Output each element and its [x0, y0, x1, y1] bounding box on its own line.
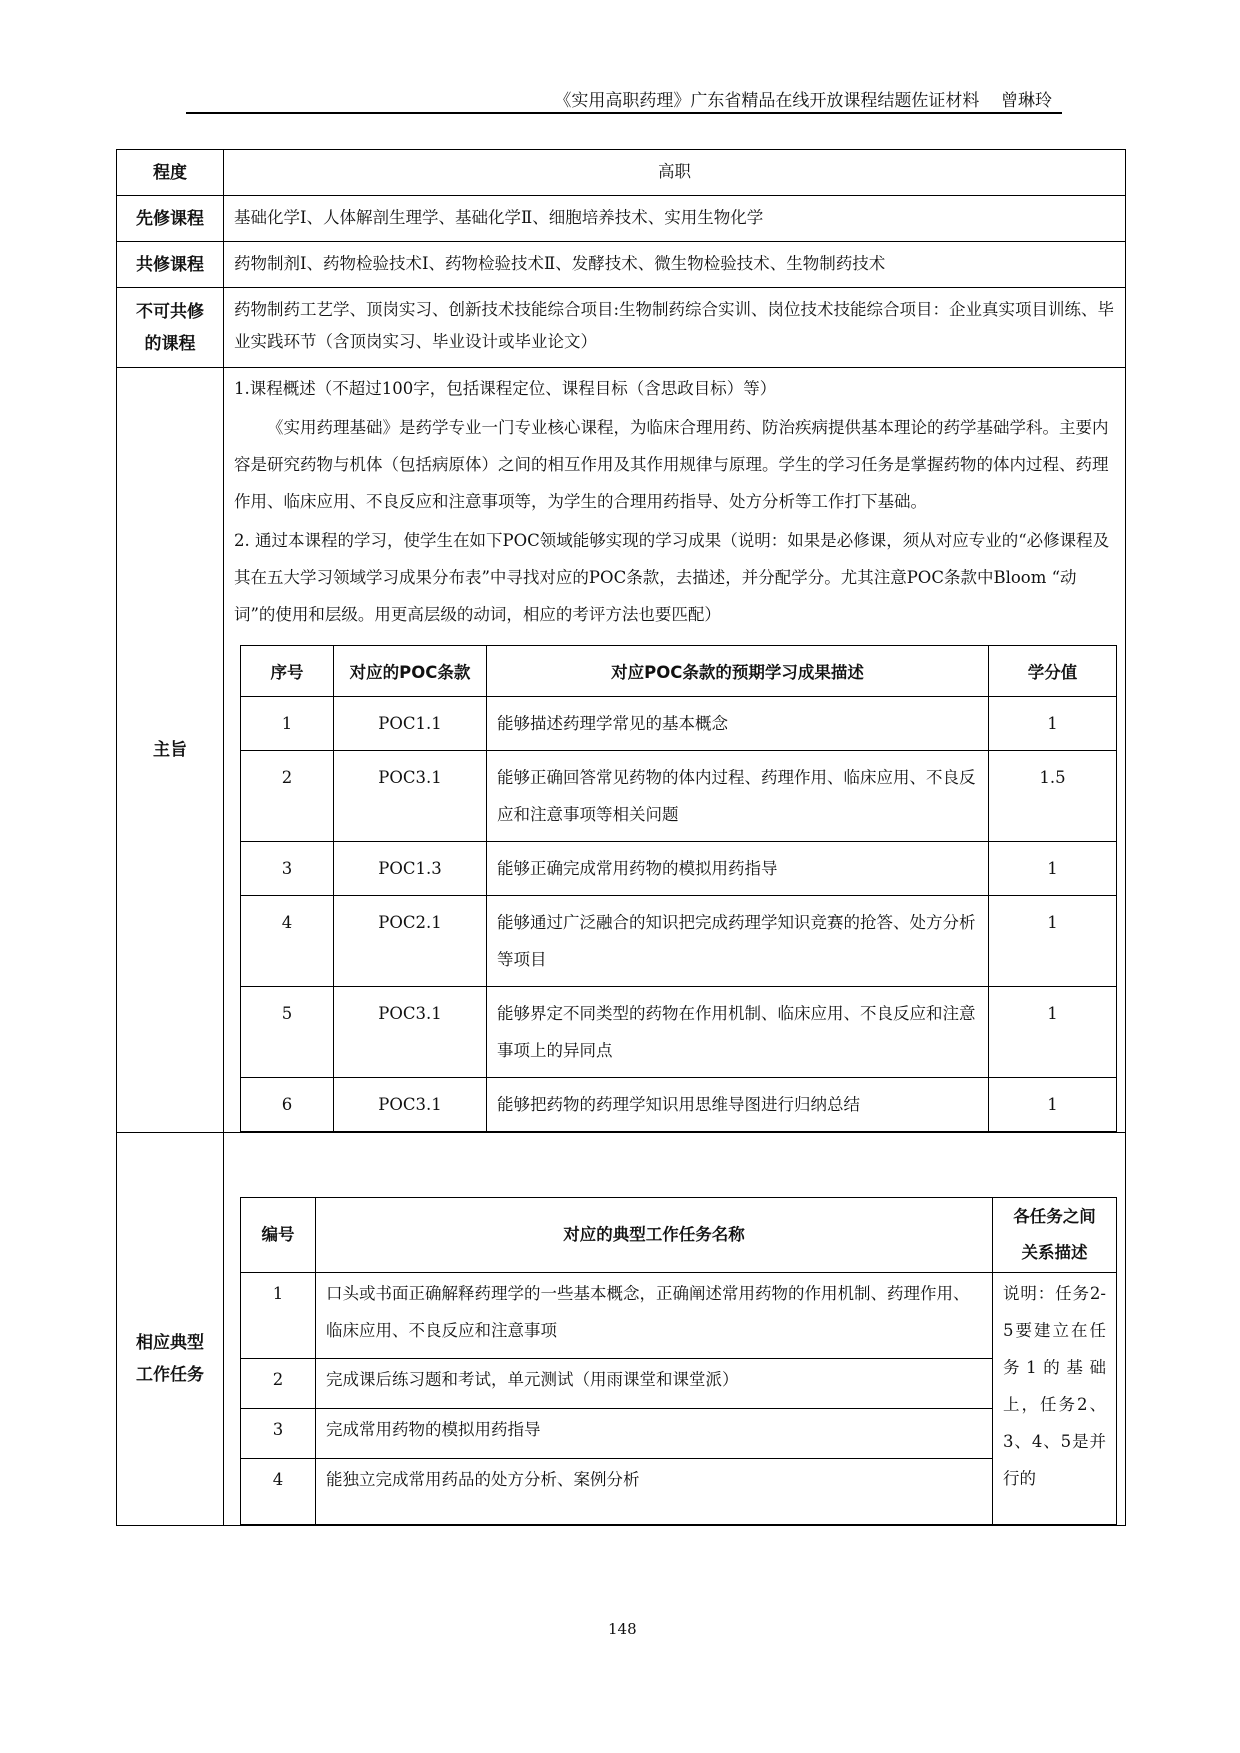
value-corequisite: 药物制剂Ⅰ、药物检验技术Ⅰ、药物检验技术Ⅱ、发酵技术、微生物检验技术、生物制药技术: [224, 242, 1126, 288]
tasks-table: [240, 1197, 1117, 1525]
header-task-name: 对应的典型工作任务名称: [316, 1198, 993, 1273]
outcome-desc: 能够正确完成常用药物的模拟用药指导: [487, 842, 989, 896]
page-number: 148: [608, 1620, 637, 1638]
label-non-corequisite: [117, 288, 224, 368]
task-no: 2: [241, 1359, 316, 1409]
label-prereq: 先修课程: [117, 196, 224, 242]
table-row: [241, 1273, 1117, 1359]
task-name: 口头或书面正确解释药理学的一些基本概念，正确阐述常用药物的作用机制、药理作用、临床应用、不良反应和注意事项: [316, 1273, 993, 1359]
task-relation-note: 说明：任务2-5要建立在任务1的基础上，任务2、3、4、5是并行的: [993, 1273, 1117, 1525]
table-row: [241, 751, 1117, 842]
label-level: 程度: [117, 150, 224, 196]
outcomes-header-row: [241, 646, 1117, 697]
outcome-desc: 能够通过广泛融合的知识把完成药理学知识竞赛的抢答、处方分析等项目: [487, 896, 989, 987]
table-row: [241, 1409, 1117, 1459]
value-level: 高职: [224, 150, 1126, 196]
row-prereq: [117, 196, 1126, 242]
outcomes-table: [240, 645, 1117, 1132]
outcome-no: 3: [241, 842, 334, 896]
table-row: [241, 1078, 1117, 1132]
outcome-no: 6: [241, 1078, 334, 1132]
page-header: [186, 86, 1062, 114]
label-non-corequisite-line1: 不可共修: [136, 301, 204, 322]
outcome-poc: POC1.1: [334, 697, 487, 751]
outcome-no: 4: [241, 896, 334, 987]
task-no: 3: [241, 1409, 316, 1459]
label-tasks: [117, 1133, 224, 1526]
header-task-no: 编号: [241, 1198, 316, 1273]
label-purpose: 主旨: [117, 368, 224, 1133]
label-tasks-line2: 工作任务: [136, 1365, 204, 1385]
course-info-table: [116, 149, 1126, 1526]
label-non-corequisite-line2: 的课程: [144, 333, 196, 354]
outcomes-intro: 2. 通过本课程的学习，使学生在如下POC领域能够实现的学习成果（说明：如果是必修课，须从对应专业的“必修课程及其在五大学习领域学习成果分布表”中寻找对应的POC条款，去描述，并分配学分。尤其注意POC条款中Bloom “动词”的使用和层级。用更高层级的动词，相应的考评方法也要匹配）: [234, 531, 1110, 624]
outcome-no: 1: [241, 697, 334, 751]
header-no: 序号: [241, 646, 334, 697]
task-name: 完成课后练习题和考试，单元测试（用雨课堂和课堂派）: [316, 1359, 993, 1409]
header-desc: 对应POC条款的预期学习成果描述: [487, 646, 989, 697]
label-corequisite: 共修课程: [117, 242, 224, 288]
outcome-desc: 能够正确回答常见药物的体内过程、药理作用、临床应用、不良反应和注意事项等相关问题: [487, 751, 989, 842]
outcome-poc: POC1.3: [334, 842, 487, 896]
outcome-credit: 1.5: [989, 751, 1117, 842]
value-non-corequisite: 药物制药工艺学、顶岗实习、创新技术技能综合项目:生物制药综合实训、岗位技术技能综合项目：企业真实项目训练、毕业实践环节（含顶岗实习、毕业设计或毕业论文）: [224, 288, 1126, 368]
overview-title: 1.课程概述（不超过100字，包括课程定位、课程目标（含思政目标）等）: [234, 379, 777, 398]
table-row: [241, 987, 1117, 1078]
outcome-credit: 1: [989, 1078, 1117, 1132]
header-text: [554, 86, 1052, 111]
outcome-no: 2: [241, 751, 334, 842]
table-row: [241, 697, 1117, 751]
header-relation-line2: 关系描述: [1021, 1243, 1088, 1262]
header-relation-line1: 各任务之间: [1013, 1207, 1096, 1226]
outcome-credit: 1: [989, 896, 1117, 987]
task-no: 4: [241, 1459, 316, 1525]
row-tasks: [117, 1133, 1126, 1526]
outcome-poc: POC3.1: [334, 751, 487, 842]
header-credit: 学分值: [989, 646, 1117, 697]
tasks-content: [224, 1133, 1126, 1526]
header-poc: 对应的POC条款: [334, 646, 487, 697]
row-corequisite: [117, 242, 1126, 288]
row-level: [117, 150, 1126, 196]
row-purpose: [117, 368, 1126, 1133]
outcome-desc: 能够界定不同类型的药物在作用机制、临床应用、不良反应和注意事项上的异同点: [487, 987, 989, 1078]
outcome-credit: 1: [989, 987, 1117, 1078]
outcome-credit: 1: [989, 697, 1117, 751]
table-row: [241, 1459, 1117, 1525]
outcome-credit: 1: [989, 842, 1117, 896]
outcome-desc: 能够把药物的药理学知识用思维导图进行归纳总结: [487, 1078, 989, 1132]
table-row: [241, 842, 1117, 896]
label-tasks-line1: 相应典型: [136, 1333, 204, 1353]
header-author: 曾琳玲: [1001, 91, 1052, 111]
outcome-poc: POC3.1: [334, 987, 487, 1078]
task-name: 能独立完成常用药品的处方分析、案例分析: [316, 1459, 993, 1525]
overview-body: 《实用药理基础》是药学专业一门专业核心课程，为临床合理用药、防治疾病提供基本理论的药学基础学科。主要内容是研究药物与机体（包括病原体）之间的相互作用及其作用规律与原理。学生的学习任务是掌握药物的体内过程、药理作用、临床应用、不良反应和注意事项等，为学生的合理用药指导、处方分析等工作打下基础。: [234, 418, 1109, 511]
value-prereq: 基础化学Ⅰ、人体解剖生理学、基础化学Ⅱ、细胞培养技术、实用生物化学: [224, 196, 1126, 242]
outcome-poc: POC2.1: [334, 896, 487, 987]
row-non-corequisite: [117, 288, 1126, 368]
purpose-content: [224, 368, 1126, 1133]
task-name: 完成常用药物的模拟用药指导: [316, 1409, 993, 1459]
header-title: 《实用高职药理》广东省精品在线开放课程结题佐证材料: [554, 91, 980, 111]
tasks-header-row: [241, 1198, 1117, 1273]
outcome-poc: POC3.1: [334, 1078, 487, 1132]
table-row: [241, 1359, 1117, 1409]
table-row: [241, 896, 1117, 987]
task-no: 1: [241, 1273, 316, 1359]
outcome-desc: 能够描述药理学常见的基本概念: [487, 697, 989, 751]
header-task-relation: [993, 1198, 1117, 1273]
outcome-no: 5: [241, 987, 334, 1078]
